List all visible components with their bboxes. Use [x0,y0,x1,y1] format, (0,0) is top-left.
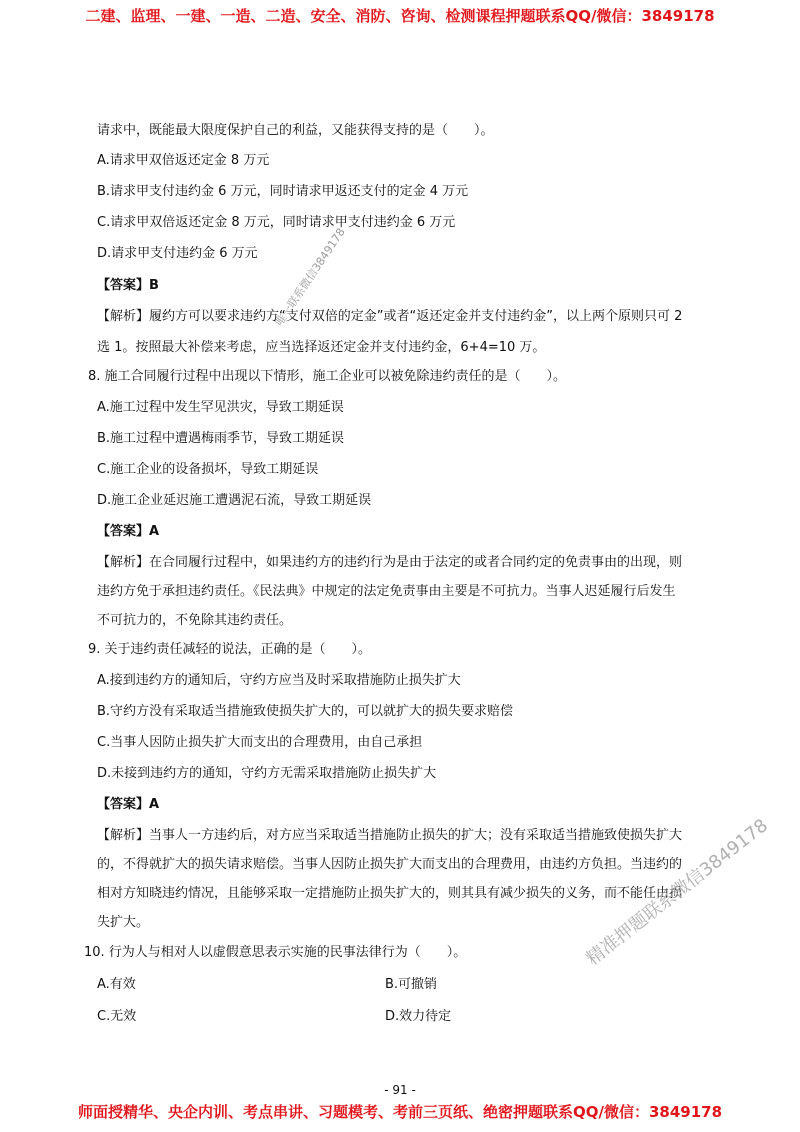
q10-option-b: B.可撤销 [385,977,438,992]
q7-option-a: A.请求甲双倍返还定金 8 万元 [97,153,270,168]
q7-stem-continuation: 请求中，既能最大限度保护自己的利益，又能获得支持的是（ ）。 [97,123,494,138]
q7-answer: 【答案】B [97,278,159,293]
q8-analysis-line-1: 【解析】在合同履行过程中，如果违约方的违约行为是由于法定的或者合同约定的免责事由的出现，则 [97,555,683,570]
q7-analysis-line-2: 选 1。按照最大补偿来考虑，应当选择返还定金并支付违约金，6+4=10 万。 [97,340,546,355]
watermark-large: 精准押题联系微信3849178 [582,815,773,970]
q9-stem: 9. 关于违约责任减轻的说法，正确的是（ ）。 [88,642,372,657]
q10-option-d: D.效力待定 [385,1009,452,1024]
q9-analysis-line-3: 相对方知晓违约情况，且能够采取一定措施防止损失扩大的，则其具有减少损失的义务，而不能任由损 [97,886,683,901]
q9-analysis-line-4: 失扩大。 [97,915,150,930]
q7-option-b: B.请求甲支付违约金 6 万元，同时请求甲返还支付的定金 4 万元 [97,184,469,199]
q7-option-c: C.请求甲双倍返还定金 8 万元，同时请求甲支付违约金 6 万元 [97,215,456,230]
q8-option-d: D.施工企业延迟施工遭遇泥石流，导致工期延误 [97,493,372,508]
footer-banner: 师面授精华、央企内训、考点串讲、习题模考、考前三页纸、绝密押题联系QQ/微信：3849178 [77,1103,723,1121]
q8-option-b: B.施工过程中遭遇梅雨季节，导致工期延误 [97,431,345,446]
q10-option-c: C.无效 [97,1009,137,1024]
q8-analysis-line-2: 违约方免于承担违约责任。《民法典》中规定的法定免责事由主要是不可抗力。当事人迟延履行后发生 [97,584,676,599]
q9-option-a: A.接到违约方的通知后，守约方应当及时采取措施防止损失扩大 [97,673,461,688]
q7-option-d: D.请求甲支付违约金 6 万元 [97,246,258,261]
q8-stem: 8. 施工合同履行过程中出现以下情形，施工企业可以被免除违约责任的是（ ）。 [88,369,567,384]
watermark-small: 唯一联系微信3849178 [272,225,348,329]
q9-option-d: D.未接到违约方的通知，守约方无需采取措施防止损失扩大 [97,766,437,781]
q9-analysis-line-1: 【解析】当事人一方违约后，对方应当采取适当措施防止损失的扩大；没有采取适当措施致使损失扩大 [97,828,683,843]
q8-option-c: C.施工企业的设备损坏，导致工期延误 [97,462,319,477]
q9-option-b: B.守约方没有采取适当措施致使损失扩大的，可以就扩大的损失要求赔偿 [97,704,514,719]
q9-option-c: C.当事人因防止损失扩大而支出的合理费用，由自己承担 [97,735,423,750]
q8-option-a: A.施工过程中发生罕见洪灾，导致工期延误 [97,400,344,415]
q9-analysis-line-2: 的，不得就扩大的损失请求赔偿。当事人因防止损失扩大而支出的合理费用，由违约方负担。当违约的 [97,857,683,872]
q7-analysis-line-1: 【解析】履约方可以要求违约方“支付双倍的定金”或者“返还定金并支付违约金”，以上两个原则只可 2 [97,309,683,324]
header-banner: 二建、监理、一建、一造、二造、安全、消防、咨询、检测课程押题联系QQ/微信：3849178 [85,7,715,25]
q10-stem: 10. 行为人与相对人以虚假意思表示实施的民事法律行为（ ）。 [84,945,467,960]
q9-answer: 【答案】A [97,797,160,812]
q8-answer: 【答案】A [97,524,160,539]
page-number: - 91 - [384,1083,416,1097]
q8-analysis-line-3: 不可抗力的，不免除其违约责任。 [97,613,293,628]
q10-option-a: A.有效 [97,977,136,992]
